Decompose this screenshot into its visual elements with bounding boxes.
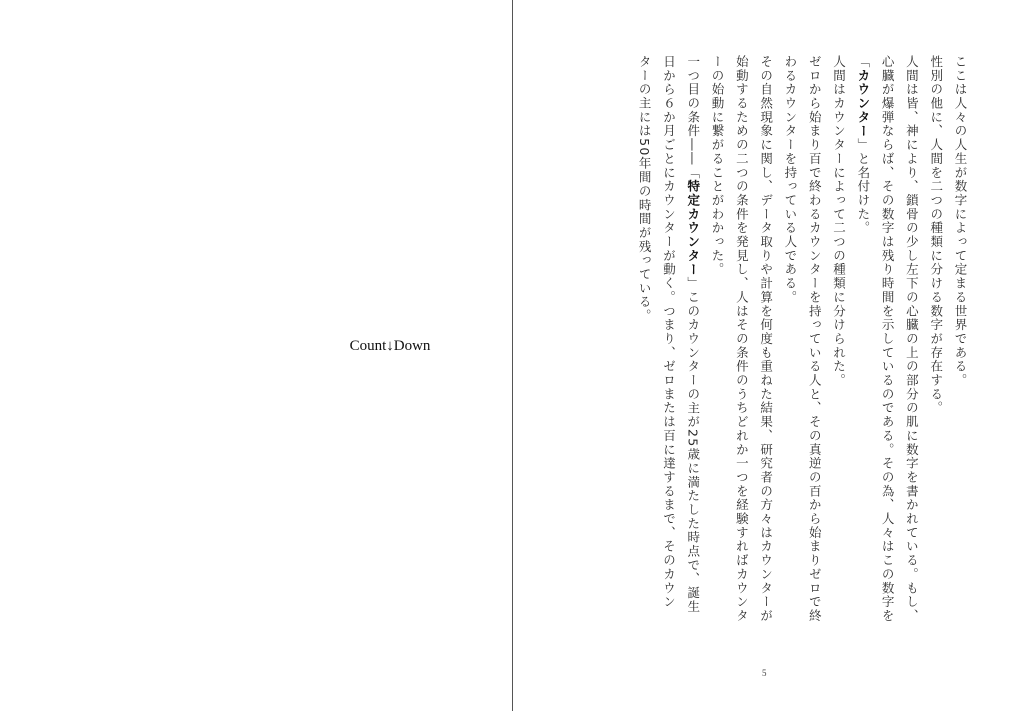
text-segment: ここは人々の人生が数字によって定まる世界である。 bbox=[953, 55, 968, 388]
text-line bbox=[826, 55, 850, 655]
text-line bbox=[875, 55, 899, 655]
text-line bbox=[778, 55, 802, 655]
text-line bbox=[680, 55, 704, 655]
page-number: 5 bbox=[762, 668, 767, 678]
text-segment: 」このカウンターの主が25歳に満たした時点で、誕生 bbox=[685, 276, 701, 614]
text-line bbox=[753, 55, 777, 655]
text-line bbox=[729, 55, 753, 655]
text-line bbox=[851, 55, 875, 655]
vertical-body-text bbox=[632, 55, 972, 655]
text-segment: 人間は皆、神により、鎖骨の少し左下の心臓の上の部分の肌に数字を書かれている。もし、 bbox=[904, 55, 920, 623]
text-segment: 一つ目の条件――「 bbox=[685, 55, 701, 180]
text-segment: 」と名付けた。 bbox=[855, 138, 871, 236]
text-segment: ーの始動に繋がることがわかった。 bbox=[710, 55, 726, 277]
text-segment: 日から６か月ごとにカウンターが動く。つまり、ゼロまたは百に達するまで、そのカウン bbox=[661, 55, 677, 609]
text-line bbox=[656, 55, 680, 655]
text-segment: 人間はカウンターによって二つの種類に分けられた。 bbox=[831, 55, 847, 388]
text-line bbox=[899, 55, 923, 655]
text-segment: 「 bbox=[855, 55, 871, 69]
text-segment: その自然現象に関し、データ取りや計算を何度も重ねた結果、研究者の方々はカウンターが bbox=[758, 55, 774, 623]
text-segment: ゼロから始まり百で終わるカウンターを持っている人と、その真逆の百から始まりゼロで終 bbox=[807, 55, 823, 623]
text-segment: 心臓が爆弾ならば、その数字は残り時間を示しているのである。その為、人々はこの数字を bbox=[880, 55, 896, 623]
text-segment: 性別の他に、人間を二つの種類に分ける数字が存在する。 bbox=[928, 55, 944, 416]
text-line bbox=[802, 55, 826, 655]
text-line bbox=[705, 55, 729, 655]
text-segment: 始動するための二つの条件を発見し、人はその条件のうちどれか一つを経験すればカウンタ bbox=[734, 55, 750, 623]
book-title: Count↓Down bbox=[349, 338, 431, 354]
text-line bbox=[632, 55, 656, 655]
text-line bbox=[948, 55, 972, 655]
text-segment: ターの主には50年間の時間が残っている。 bbox=[637, 55, 653, 323]
text-segment: わるカウンターを持っている人である。 bbox=[782, 55, 798, 305]
term-specific-counter-bold: 特定カウンター bbox=[685, 179, 701, 277]
text-line bbox=[923, 55, 947, 655]
term-counter-bold: カウンター bbox=[855, 68, 871, 139]
